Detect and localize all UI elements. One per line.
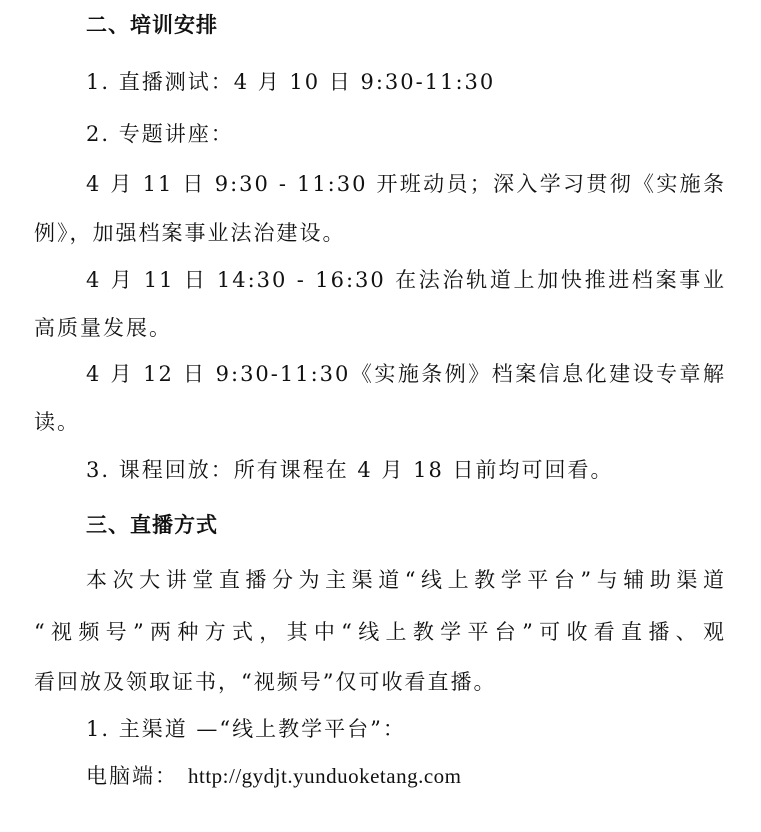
pc-url-link[interactable]: http://gydjt.yunduoketang.com [188,764,462,788]
schedule-item-lectures: 2. 专题讲座： [86,122,234,146]
lecture-3-line-1: 4 月 12 日 9:30-11:30《实施条例》档案信息化建设专章解 [86,362,726,386]
section-heading-live-methods: 三、直播方式 [86,513,218,537]
lecture-1-line-1: 4 月 11 日 9:30 - 11:30 开班动员；深入学习贯彻《实施条 [86,172,726,196]
main-channel-item: 1. 主渠道 —“线上教学平台”： [86,717,406,741]
lecture-1-line-2: 例》，加强档案事业法治建设。 [34,221,346,245]
lecture-2-line-1: 4 月 11 日 14:30 - 16:30 在法治轨道上加快推进档案事业 [86,268,726,292]
section-heading-training-schedule: 二、培训安排 [86,13,218,37]
pc-access-row [86,762,461,790]
schedule-item-live-test: 1. 直播测试：4 月 10 日 9:30-11:30 [86,70,496,94]
lecture-3-line-2: 读。 [34,410,80,434]
live-methods-para-line-3: 看回放及领取证书，“视频号”仅可收看直播。 [34,670,497,694]
live-methods-para-line-1: 本次大讲堂直播分为主渠道“线上教学平台”与辅助渠道 [86,568,726,592]
schedule-item-replay: 3. 课程回放：所有课程在 4 月 18 日前均可回看。 [86,458,614,482]
lecture-2-line-2: 高质量发展。 [34,316,172,340]
live-methods-para-line-2: “视频号”两种方式，其中“线上教学平台”可收看直播、观 [34,620,726,644]
pc-label: 电脑端： [86,764,178,788]
